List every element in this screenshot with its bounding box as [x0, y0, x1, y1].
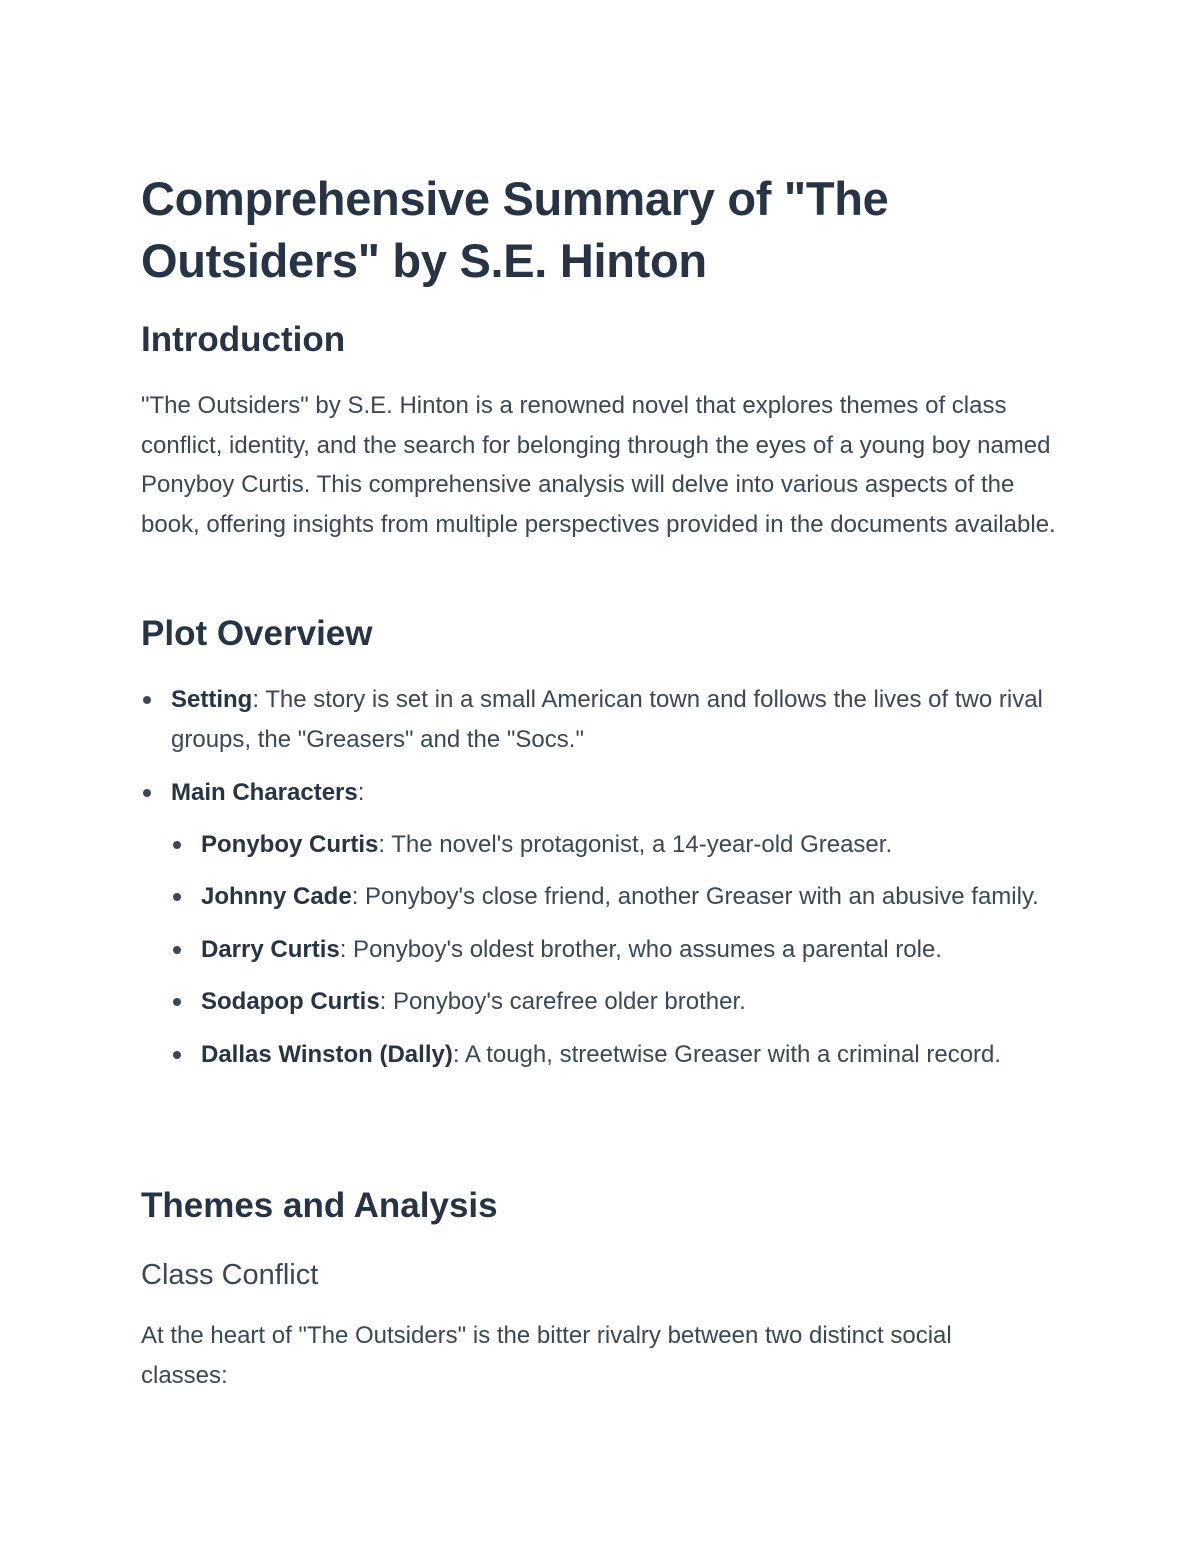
- setting-text: : The story is set in a small American town and follows the lives of two rival groups, the "Greasers" and the "Socs.": [171, 686, 1043, 753]
- bullet-icon: [173, 946, 181, 954]
- class-conflict-paragraph: At the heart of "The Outsiders" is the bitter rivalry between two distinct social classes:: [141, 1322, 952, 1389]
- character-name: Ponyboy Curtis: [201, 830, 379, 858]
- character-name: Johnny Cade: [201, 883, 352, 910]
- plot-overview-list: [141, 680, 1061, 1087]
- characters-list: [171, 825, 1061, 1075]
- plot-overview-heading: Plot Overview: [141, 614, 373, 653]
- character-description: : Ponyboy's oldest brother, who assumes a parental role.: [339, 935, 942, 963]
- character-item-darry: [171, 930, 1061, 970]
- bullet-icon: [173, 841, 181, 849]
- character-description: : Ponyboy's close friend, another Greaser with an abusive family.: [351, 883, 1039, 910]
- introduction-paragraph: "The Outsiders" by S.E. Hinton is a renowned novel that explores themes of class conflict, identity, and the search for belonging through the eyes of a young boy named Ponyboy Curtis. This comprehensive analysis will delve into various aspects of the book, offering insights from multiple perspectives provided in the documents available.: [141, 392, 1056, 538]
- list-item-setting: [141, 680, 1061, 761]
- character-item-ponyboy: [171, 825, 1061, 865]
- character-item-dallas: [171, 1035, 1061, 1075]
- introduction-heading: Introduction: [141, 320, 346, 359]
- character-description: : The novel's protagonist, a 14-year-old Greaser.: [378, 830, 893, 858]
- character-description: : A tough, streetwise Greaser with a criminal record.: [452, 1040, 1002, 1068]
- class-conflict-heading: Class Conflict: [141, 1259, 319, 1291]
- bullet-icon: [173, 893, 181, 901]
- themes-heading: Themes and Analysis: [141, 1186, 498, 1225]
- list-item-main-characters: [141, 773, 1061, 1074]
- character-name: Darry Curtis: [201, 935, 340, 963]
- character-description: : Ponyboy's carefree older brother.: [379, 988, 746, 1015]
- character-item-johnny: [171, 877, 1061, 917]
- bullet-icon: [143, 789, 151, 797]
- main-characters-label: Main Characters: [171, 779, 358, 806]
- bullet-icon: [143, 696, 151, 704]
- document-title: Comprehensive Summary of "The Outsiders" by S.E. Hinton: [141, 172, 889, 287]
- character-name: Sodapop Curtis: [201, 988, 380, 1015]
- character-item-sodapop: [171, 982, 1061, 1022]
- bullet-icon: [173, 1051, 181, 1059]
- main-characters-suffix: :: [357, 779, 365, 806]
- setting-label: Setting: [171, 686, 253, 713]
- bullet-icon: [173, 998, 181, 1006]
- character-name: Dallas Winston (Dally): [201, 1040, 453, 1068]
